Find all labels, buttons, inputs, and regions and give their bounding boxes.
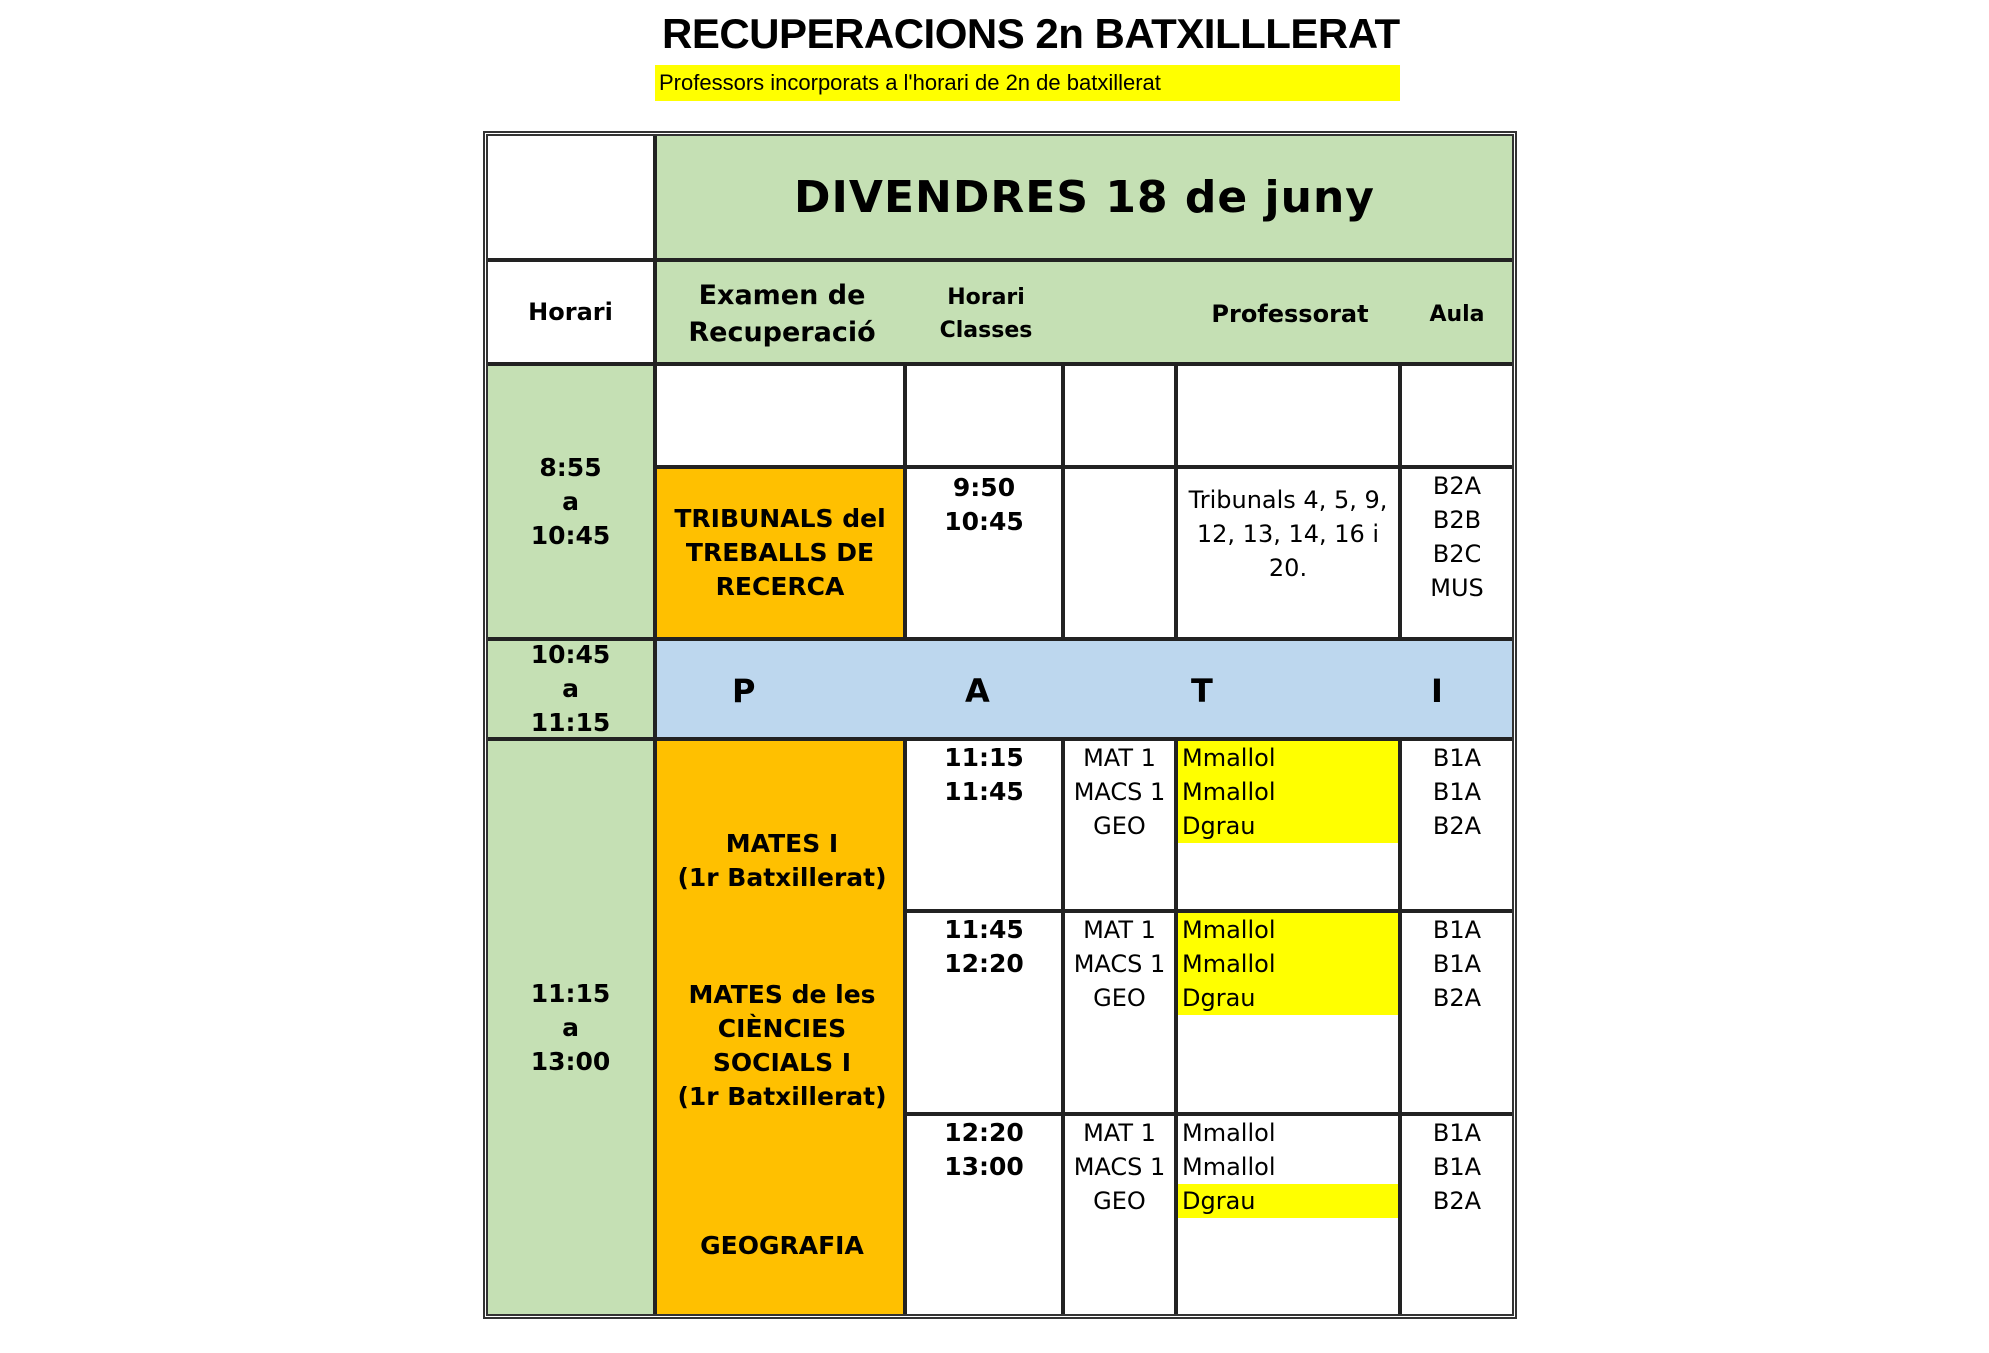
slot1-time-sep: a xyxy=(562,486,579,516)
row3-aula-item: B1A xyxy=(1432,1153,1482,1181)
row3-subject: MAT 1 xyxy=(1083,1119,1156,1147)
exam-mates-ccss-line3: SOCIALS I xyxy=(712,1048,852,1077)
exam-tribunals-line3: RECERCA xyxy=(715,572,845,601)
empty-cell xyxy=(657,366,907,469)
row2-aula-item: B1A xyxy=(1432,916,1482,944)
empty-cell xyxy=(1178,366,1402,469)
break-time-sep: a xyxy=(562,674,579,703)
slot1-professorat-line2: 12, 13, 14, 16 i xyxy=(1196,520,1380,548)
exam-tribunals xyxy=(657,469,907,641)
col-header-horari-classes-line1: Horari xyxy=(947,285,1025,310)
row2-aula-item: B2A xyxy=(1432,984,1482,1012)
row2-teacher: Dgrau xyxy=(1178,981,1398,1015)
row2-class-time-start: 11:45 xyxy=(944,915,1024,944)
empty-cell xyxy=(1402,366,1512,469)
row2-aula xyxy=(1402,913,1512,1116)
col-header-horari: Horari xyxy=(488,262,657,366)
row1-class-time-end: 11:45 xyxy=(944,777,1024,806)
row1-subject: MAT 1 xyxy=(1083,744,1156,772)
exam-mates-i-line2: (1r Batxillerat) xyxy=(677,863,887,892)
document-title: RECUPERACIONS 2n BATXILLLERAT xyxy=(662,10,1400,57)
schedule-table xyxy=(483,131,1517,1319)
slot2-time xyxy=(488,741,657,1314)
row3-teacher: Mmallol xyxy=(1182,1153,1276,1181)
exam-geografia-line1: GEOGRAFIA xyxy=(700,1231,864,1260)
exam-mates-ccss-line2: CIÈNCIES xyxy=(717,1014,847,1043)
empty-cell xyxy=(1065,366,1178,469)
row2-subject: GEO xyxy=(1093,984,1146,1012)
exam-tribunals-line1: TRIBUNALS del xyxy=(674,504,886,533)
row2-teachers xyxy=(1178,913,1402,1116)
exam-mates-i-line1: MATES I xyxy=(725,829,839,858)
row3-teacher: Mmallol xyxy=(1182,1119,1276,1147)
col-header-aula: Aula xyxy=(1429,301,1485,327)
row1-class-time xyxy=(907,741,1065,913)
row3-class-time xyxy=(907,1116,1065,1314)
row2-subject: MACS 1 xyxy=(1073,950,1166,978)
row3-aula-item: B1A xyxy=(1432,1119,1482,1147)
row1-class-time-start: 11:15 xyxy=(944,743,1024,772)
exam-mates-ccss-line1: MATES de les xyxy=(688,980,876,1009)
exam-mates-i xyxy=(657,816,907,906)
slot1-class-time xyxy=(907,469,1065,641)
slot1-aula-1: B2A xyxy=(1432,472,1482,500)
col-header-horari-classes xyxy=(907,262,1065,366)
row2-teacher: Mmallol xyxy=(1178,947,1398,981)
row2-aula-item: B1A xyxy=(1432,950,1482,978)
row2-subject: MAT 1 xyxy=(1083,916,1156,944)
break-time-end: 11:15 xyxy=(530,708,611,737)
break-band xyxy=(657,641,1512,741)
row3-aula-item: B2A xyxy=(1432,1187,1482,1215)
slot1-professorat-line3: 20. xyxy=(1268,554,1308,582)
col-header-horari-classes-line2: Classes xyxy=(939,318,1033,343)
slot1-aula-3: B2C xyxy=(1432,540,1482,568)
highlight-note: Professors incorporats a l'horari de 2n de batxillerat xyxy=(655,65,1400,101)
row2-subjects xyxy=(1065,913,1178,1116)
row3-subject: MACS 1 xyxy=(1073,1153,1166,1181)
slot1-professorat-line1: Tribunals 4, 5, 9, xyxy=(1188,486,1388,514)
row1-subject: GEO xyxy=(1093,812,1146,840)
col-header-examen-line2: Recuperació xyxy=(688,317,876,348)
row1-aula-item: B1A xyxy=(1432,744,1482,772)
slot2-time-end: 13:00 xyxy=(530,1046,611,1076)
exam-tribunals-line2: TREBALLS DE xyxy=(685,538,875,567)
row3-teacher: Dgrau xyxy=(1178,1184,1398,1218)
break-letter: I xyxy=(1431,672,1443,710)
exam-mates-ccss-line4: (1r Batxillerat) xyxy=(677,1082,887,1111)
row2-class-time xyxy=(907,913,1065,1116)
slot1-time-start: 8:55 xyxy=(539,452,602,482)
slot2-time-sep: a xyxy=(562,1012,579,1042)
row3-aula xyxy=(1402,1116,1512,1314)
slot1-time-end: 10:45 xyxy=(530,520,611,550)
row3-subject: GEO xyxy=(1093,1187,1146,1215)
slot1-aula-2: B2B xyxy=(1432,506,1482,534)
exam-mates-ccss xyxy=(657,971,907,1121)
row1-subjects xyxy=(1065,741,1178,913)
row2-class-time-end: 12:20 xyxy=(944,949,1024,978)
col-header-examen-line1: Examen de xyxy=(698,280,866,311)
row1-teacher: Mmallol xyxy=(1178,741,1398,775)
slot1-class-time-end: 10:45 xyxy=(944,507,1024,536)
empty-cell xyxy=(907,366,1065,469)
row1-teacher: Dgrau xyxy=(1178,809,1398,843)
row1-aula-item: B1A xyxy=(1432,778,1482,806)
slot2-time-start: 11:15 xyxy=(530,978,611,1008)
slot1-aula xyxy=(1402,469,1512,641)
row1-aula xyxy=(1402,741,1512,913)
day-heading: DIVENDRES 18 de juny xyxy=(657,136,1512,262)
row2-teacher: Mmallol xyxy=(1178,913,1398,947)
row1-teachers xyxy=(1178,741,1402,913)
row1-teacher: Mmallol xyxy=(1178,775,1398,809)
empty-corner-cell xyxy=(488,136,657,262)
slot1-professorat xyxy=(1178,469,1402,641)
exam-geografia xyxy=(657,1226,907,1266)
break-letter: P xyxy=(732,672,756,710)
break-letter: T xyxy=(1191,672,1213,710)
row3-class-time-start: 12:20 xyxy=(944,1118,1024,1147)
col-header-examen xyxy=(657,262,907,366)
col-header-professorat: Professorat xyxy=(1211,299,1369,328)
break-time xyxy=(488,641,657,741)
row3-subjects xyxy=(1065,1116,1178,1314)
break-letter: A xyxy=(965,672,990,710)
slot1-aula-4: MUS xyxy=(1430,574,1484,602)
row3-class-time-end: 13:00 xyxy=(944,1152,1024,1181)
row3-teachers xyxy=(1178,1116,1402,1314)
slot1-class-time-start: 9:50 xyxy=(952,473,1016,502)
empty-cell xyxy=(1065,469,1178,641)
row1-subject: MACS 1 xyxy=(1073,778,1166,806)
break-time-start: 10:45 xyxy=(530,640,611,669)
row1-aula-item: B2A xyxy=(1432,812,1482,840)
slot1-time xyxy=(488,366,657,641)
